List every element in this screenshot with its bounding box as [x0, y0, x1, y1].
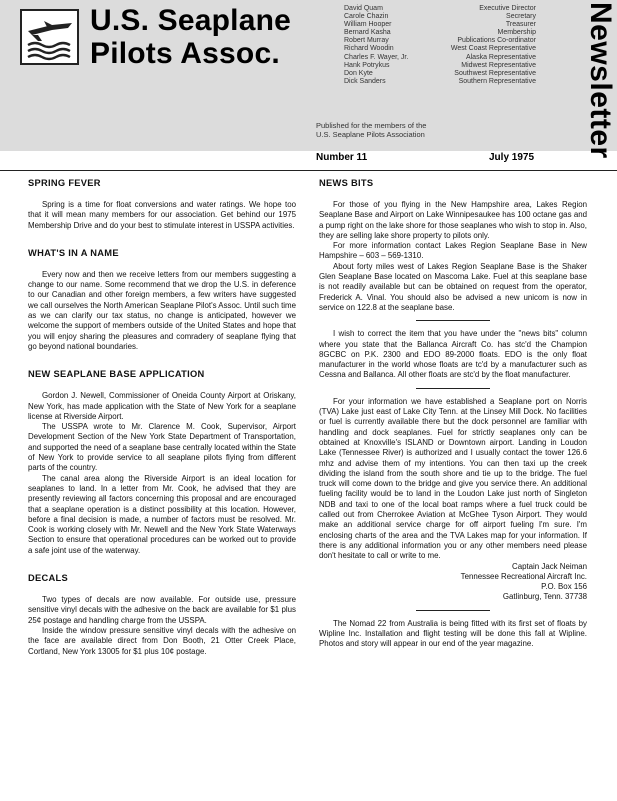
news-bits-paragraph-2: For more information contact Lakes Region Seaplane Base in New Hampshire – 603 – 569-1310. — [319, 241, 587, 261]
officer-row — [344, 70, 536, 78]
officer-name: William Hooper — [344, 21, 392, 29]
officer-role: Midwest Representative — [461, 61, 536, 69]
signature-line-2: Tennessee Recreational Aircraft Inc. — [460, 571, 587, 581]
officer-role: Southwest Representative — [454, 69, 536, 77]
signature-line-4: Gatlinburg, Tenn. 37738 — [502, 592, 587, 602]
seaplane-logo-icon — [20, 9, 79, 65]
news-bits-letter-correction: I wish to correct the item that you have under the "news bits" column where you state that the Ballanca Aircraft Co. has stc'd the Champion 8GCBC on P.K. 2300 and EDO 89-2000 floats. EDO is the only float manufacturer in the world whose floats are tc'd by a manufacturer such as Cessna and Ballanca. All other floats are stc'd by the float manufacturer. — [319, 329, 587, 380]
whats-in-a-name-heading: WHAT'S IN A NAME — [28, 247, 119, 258]
new-base-paragraph-3: The canal area along the Riverside Airport is an ideal location for seaplanes to land. In a letter from Mr. Cook, he advised that they are presently reviewing all factors concerning this proposal and are encouraged that a seaplane operation is a distinct possibility at this location. However, before a final decision is made, a number of factors must be resolved. Mr. Cook is working closely with Mr. Newell and the New York State Waterways Section to ensure that operational procedures can be worked out to provide a safe joint use of the waterway. — [28, 473, 296, 555]
decals-paragraph-1: Two types of decals are now available. For outside use, pressure sensitive vinyl decals with the adhesive on the back are available for $1 plus 25¢ postage and handling charge from the USSPA. — [28, 595, 296, 625]
officers-list — [344, 5, 536, 86]
publication-note-line-2: U.S. Seaplane Pilots Association — [316, 130, 425, 139]
issue-number: Number 11 — [316, 152, 368, 163]
section-rule — [416, 610, 490, 611]
letter-signature — [319, 562, 587, 603]
new-base-paragraph-1: Gordon J. Newell, Commissioner of Oneida County Airport at Oriskany, New York, has made application with the State of New York for a seaplane license at Riverside Airport. — [28, 391, 296, 421]
officer-row — [344, 78, 536, 86]
officer-row — [344, 5, 536, 13]
officer-role: West Coast Representative — [450, 45, 536, 53]
officer-name: Carole Chazin — [344, 13, 389, 21]
header-divider — [0, 170, 617, 171]
title-line-1: U.S. Seaplane — [90, 4, 292, 37]
officer-role: Treasurer — [505, 21, 536, 29]
officer-row — [344, 29, 536, 37]
section-rule — [416, 388, 490, 389]
spring-fever-heading: SPRING FEVER — [28, 178, 101, 188]
officer-name: Bernard Kasha — [344, 29, 391, 37]
officer-name: Robert Murray — [344, 37, 389, 45]
news-bits-paragraph-1: For those of you flying in the New Hampshire area, Lakes Region Seaplane Base and Airport on Lake Winnipesaukee has 100 octane gas and a pump right on the lake shore for those seaplanes who wish to stop in. Also, they are selling lake shore property to pilots only. — [319, 200, 587, 240]
spring-fever-text: Spring is a time for float conversions and water ratings. We hope too that it will mean many members for our association. Get behind our 1975 Membership Drive and do your best to stimulate interest in USSPA activities. — [28, 200, 296, 230]
right-column — [319, 178, 587, 650]
decals-paragraph-2: Inside the window pressure sensitive vinyl decals with the adhesive on the face are available direct from Don Booth, 21 Otter Creek Place, Cortland, New York 13005 for $1 plus 10¢ postage. — [28, 625, 296, 656]
officer-name: Dick Sanders — [344, 77, 386, 85]
news-bits-heading: NEWS BITS — [319, 178, 374, 188]
officer-role: Secretary — [506, 13, 536, 21]
officer-name: Don Kyte — [344, 69, 373, 77]
publication-note — [316, 121, 426, 139]
signature-line-3: P.O. Box 156 — [541, 582, 587, 592]
decals-heading: DECALS — [28, 573, 69, 584]
officer-row — [344, 37, 536, 45]
new-base-heading: NEW SEAPLANE BASE APPLICATION — [28, 369, 205, 380]
signature-line-1: Captain Jack Neiman — [512, 561, 587, 571]
officer-role: Alaska Representative — [465, 53, 536, 61]
newsletter-label: Newsletter — [584, 2, 617, 159]
officer-row — [344, 21, 536, 29]
news-bits-paragraph-nomad: The Nomad 22 from Australia is being fitted with its first set of floats by Wipline Inc. Installation and flight testing will be done this fall at Wipline. Photos and story will appear in our end of the year magazine. — [319, 618, 587, 649]
issue-date: July 1975 — [489, 152, 535, 163]
section-rule — [416, 320, 490, 321]
left-column — [28, 178, 296, 657]
officer-role: Membership — [497, 29, 536, 37]
officer-role: Executive Director — [479, 5, 536, 12]
news-bits-letter-tennessee: For your information we have established a Seaplane port on Norris (TVA) Lake just east of Lake City Tenn. at the Linsey Mill Dock. No facilities or fuel is currently available there but the dock personnel are familiar with handling and dock seaplanes. Fuel for strictly seaplanes only can be obtained at Knoxville's ISLAND or Downtown airport. Landing in Loudon Lake (Tennessee River) is authorized and I usually contact the tower 126.6 mhz and advise them of my intentions. You can then taxi up the creek dividing the island from the south shore and tie up to the bridge. The fuel truck will come down to the bridge and give you service there. An additional fueling facility would be to land in the Loudon Lake just north of Singleton NDB and taxi to one of the local boat ramps where a fuel truck could be called out from Cherrokee Aviation at McGhee Tyson Airport. They would make an additional service charge for off airport fueling I'm sure. I'm enclosing charts of the area and the TVA Lakes map for your information. If there is any additional information you or any other members need please don't hesitate to call or write to me. — [319, 396, 587, 561]
officer-row — [344, 13, 536, 21]
officer-name: David Quam — [344, 5, 383, 12]
officer-row — [344, 54, 536, 62]
title-line-2: Pilots Assoc. — [90, 37, 280, 70]
officer-name: Hank Potrykus — [344, 61, 390, 69]
officer-name: Charles F. Wayer, Jr. — [344, 53, 409, 61]
officer-name: Richard Woodin — [344, 45, 394, 53]
officer-row — [344, 45, 536, 53]
whats-in-a-name-text: Every now and then we receive letters from our members suggesting a change to our name. Some recommend that we drop the U.S. in deference to our Canadian and other foreign members, a few writers have suggested we call ourselves the North American Seaplane Pilot's Assoc. Until such time as we can clarify our tax status, no change is anticipated, however we welcome the support of members outside of the United States and hope that you will enjoy sharing the pleasures and comradery of seaplane flying that go beyond national boundaries. — [28, 269, 296, 351]
officer-row — [344, 62, 536, 70]
officer-role: Publications Co-ordinator — [457, 37, 536, 45]
news-bits-paragraph-3: About forty miles west of Lakes Region Seaplane Base is the Shaker Glen Seaplane Base located on Mascoma Lake. Fuel at this seaplane base is not readily available but can be obtained on request from the operator, Frederick A. Vinal. You should also be advised a new unicom is now in service on 122.8 at the seaplane base. — [319, 261, 587, 312]
publication-note-line-1: Published for the members of the — [316, 121, 427, 130]
association-title — [90, 4, 291, 70]
officer-role: Southern Representative — [458, 77, 536, 85]
new-base-paragraph-2: The USSPA wrote to Mr. Clarence M. Cook, Supervisor, Airport Development Section of the New York State Department of Transportation, and supported the need of a seaplane base centrally located within the State of New York to provide service to all seaplane pilots flying from different parts of the country. — [28, 422, 296, 473]
